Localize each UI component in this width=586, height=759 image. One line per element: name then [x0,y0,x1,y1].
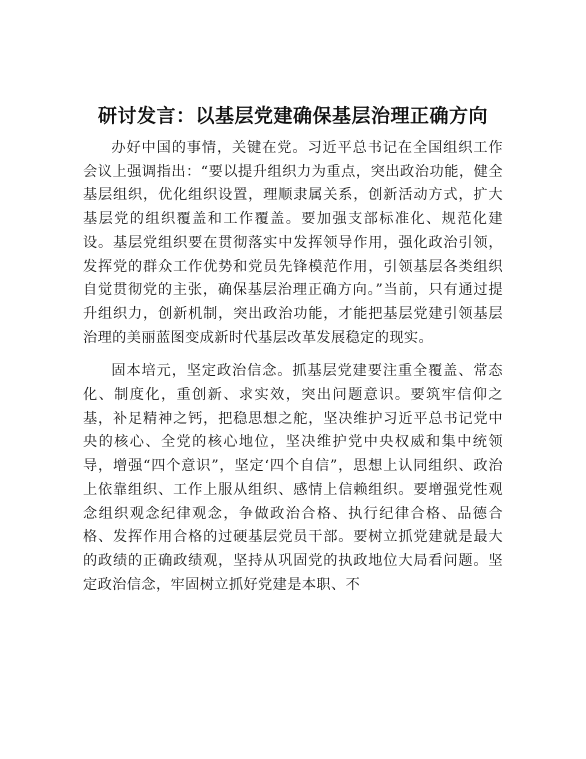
document-title: 研讨发言：以基层党建确保基层治理正确方向 [97,105,488,127]
paragraph-1: 办好中国的事情，关键在党。习近平总书记在全国组织工作会议上强调指出：“要以提升组织力为重点，突出政治功能，健全基层组织，优化组织设置，理顺隶属关系，创新活动方式，扩大基层党的组织覆盖和工作覆盖。要加强支部标准化、规范化建设。基层党组织要在贯彻落实中发挥领导作用，强化政治引领，发挥党的群众工作优势和党员先锋模范作用，引领基层各类组织自觉贯彻党的主张，确保基层治理正确方向。”当前，只有通过提升组织力，创新机制，突出政治功能，才能把基层党建引领基层治理的美丽蓝图变成新时代基层改革发展稳定的现实。 [83,140,503,346]
paragraph-2: 固本培元，坚定政治信念。抓基层党建要注重全覆盖、常态化、制度化，重创新、求实效，突出问题意识。要筑牢信仰之基，补足精神之钙，把稳思想之舵，坚决维护习近平总书记党中央的核心、全党的核心地位，坚决维护党中央权威和集中统领导，增强“四个意识”，坚定‘四个自信”，思想上认同组织、政治上依靠组织、工作上服从组织、感情上信赖组织。要增强党性观念组织观念纪律观念，争做政治合格、执行纪律合格、品德合格、发挥作用合格的过硬基层党员干部。要树立抓党建就是最大的政绩的正确政绩观，坚持从巩固党的执政地位大局看问题。坚定政治信念，牢固树立抓好党建是本职、不 [83,363,503,593]
document-body [83,137,503,607]
